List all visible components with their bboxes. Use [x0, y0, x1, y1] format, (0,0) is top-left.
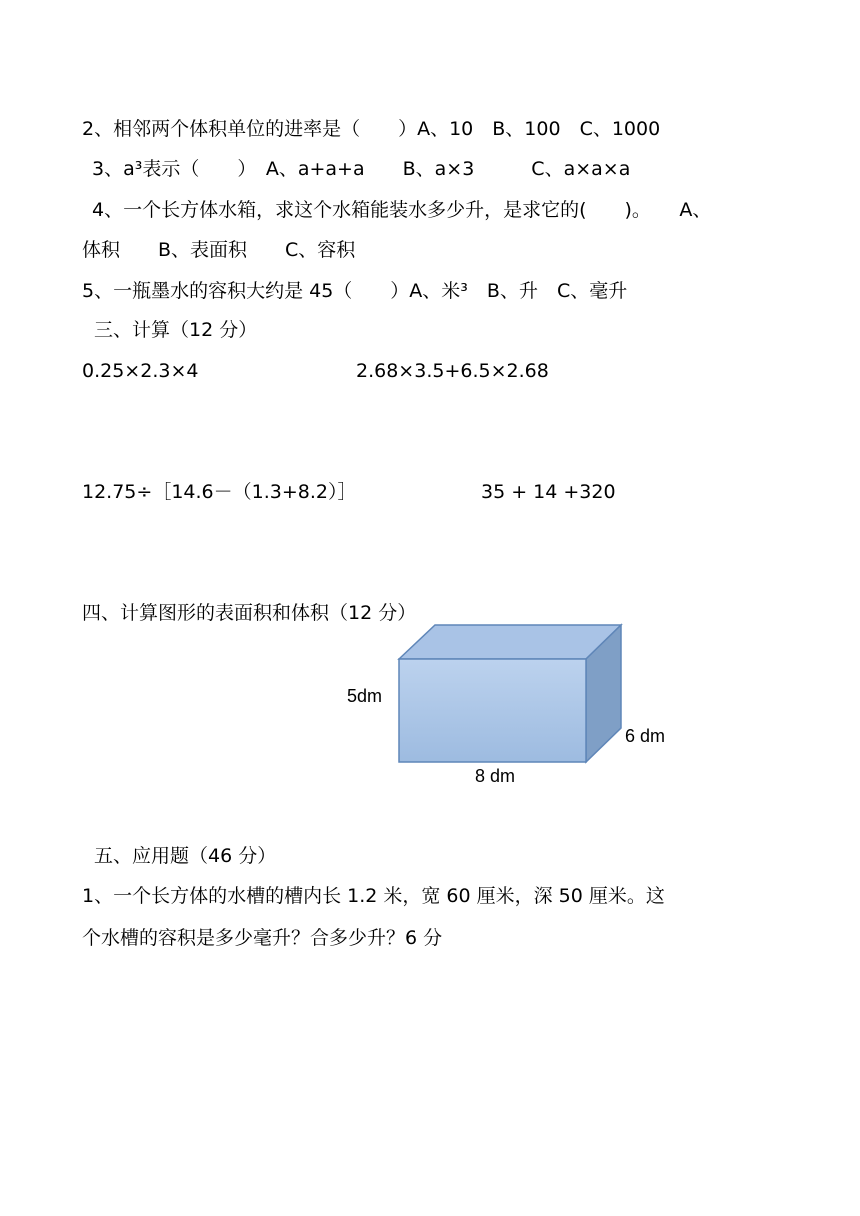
cuboid-front-face: [399, 659, 586, 762]
question-2: 2、相邻两个体积单位的进率是（ ）A、10 B、100 C、1000: [82, 118, 661, 140]
calc-expression-4: 35 + 14 +320: [481, 481, 616, 503]
cuboid-top-face: [399, 625, 621, 659]
section-5-heading: 五、应用题（46 分）: [94, 845, 277, 867]
question-4-line-1: 4、一个长方体水箱，求这个水箱能装水多少升，是求它的( )。 A、: [92, 199, 712, 221]
question-5: 5、一瓶墨水的容积大约是 45（ ）A、米³ B、升 C、毫升: [82, 280, 628, 302]
height-label: 5dm: [347, 686, 383, 706]
application-question-1-line-1: 1、一个长方体的水槽的槽内长 1.2 米，宽 60 厘米，深 50 厘米。这: [82, 885, 665, 907]
question-3: 3、a³表示（ ） A、a+a+a B、a×3 C、a×a×a: [92, 158, 631, 180]
application-question-1-line-2: 个水槽的容积是多少毫升？合多少升？6 分: [82, 927, 443, 949]
calc-expression-1: 0.25×2.3×4: [82, 360, 199, 382]
depth-label: 6 dm: [625, 726, 666, 746]
section-3-heading: 三、计算（12 分）: [94, 319, 258, 341]
length-label: 8 dm: [475, 766, 516, 786]
calc-expression-2: 2.68×3.5+6.5×2.68: [356, 360, 549, 382]
question-4-line-2: 体积 B、表面积 C、容积: [82, 239, 356, 261]
section-4-heading: 四、计算图形的表面积和体积（12 分）: [82, 602, 417, 624]
calc-expression-3: 12.75÷［14.6－（1.3+8.2）］: [82, 481, 357, 503]
